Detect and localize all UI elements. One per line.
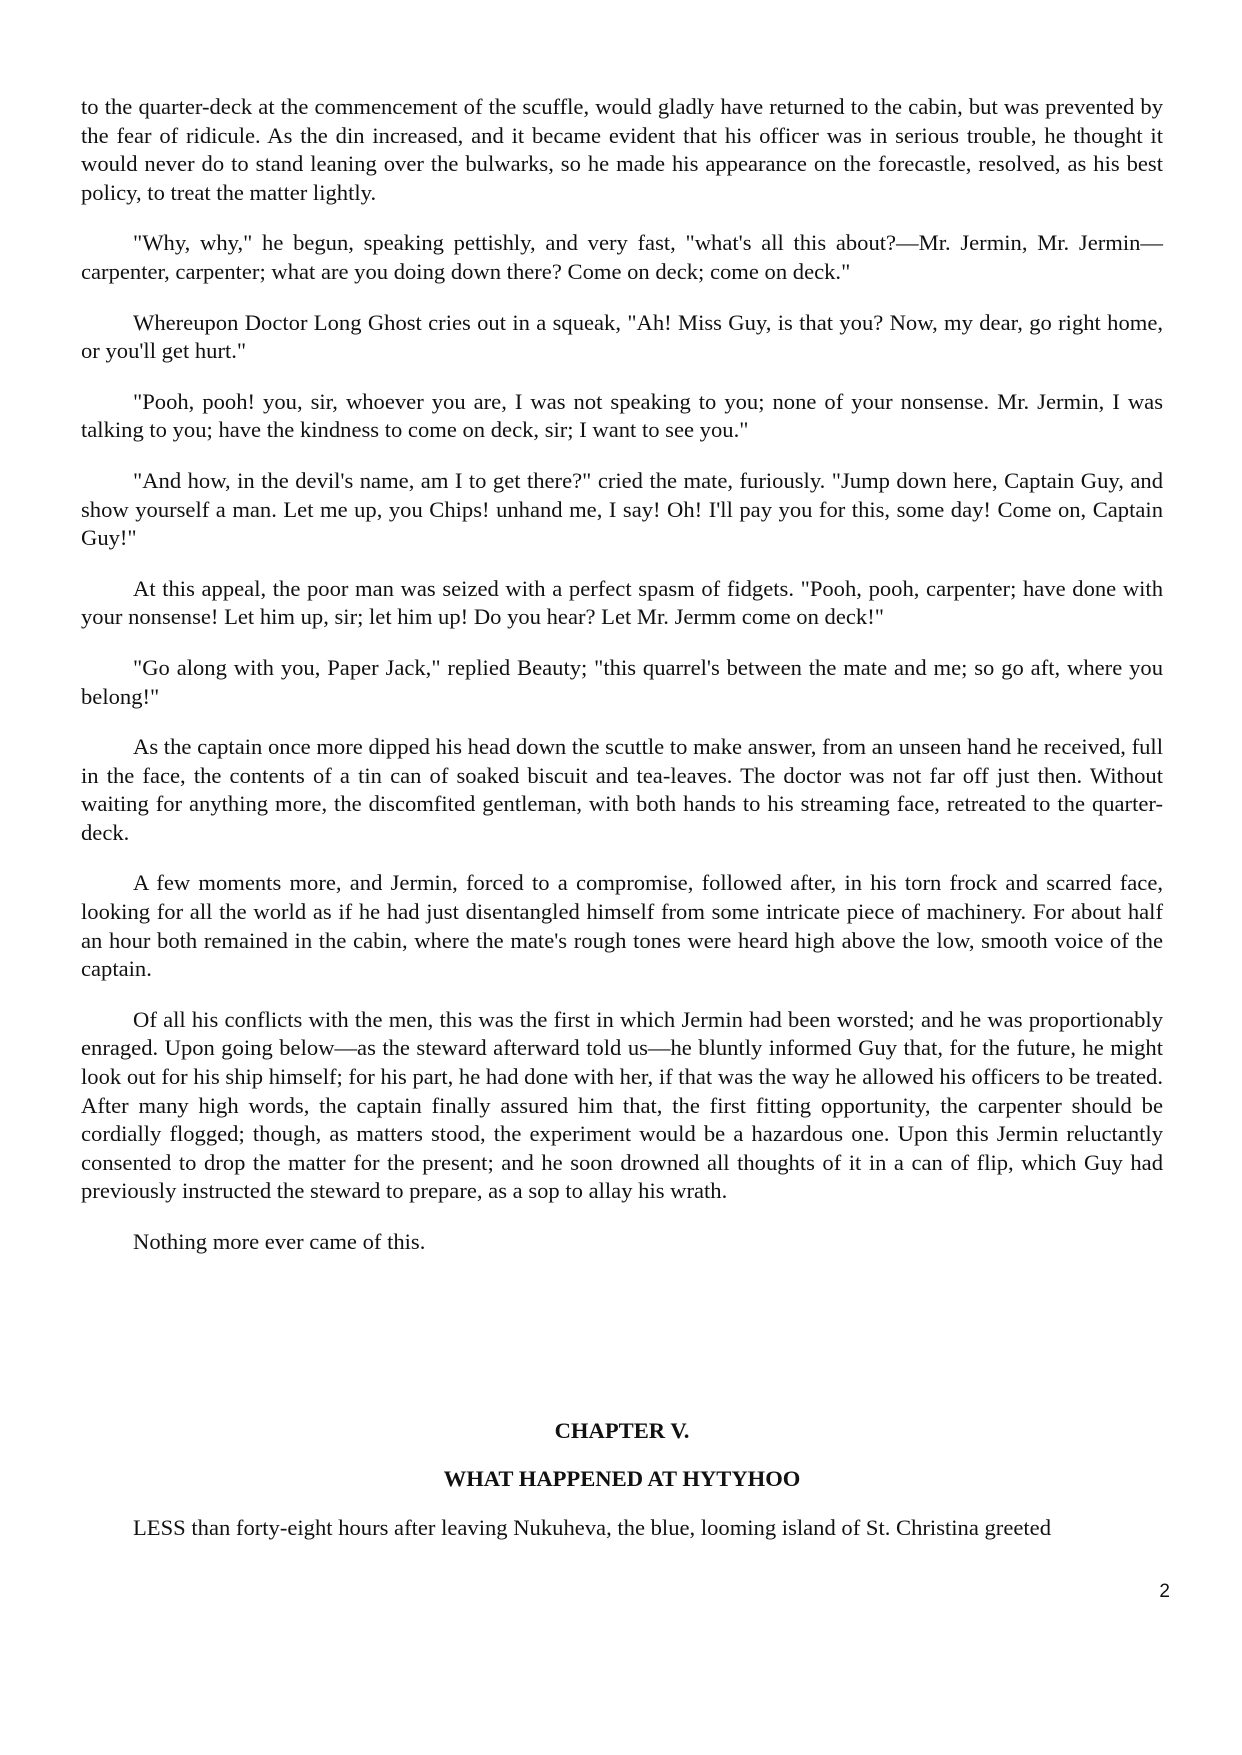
paragraph: to the quarter-deck at the commencement of the scuffle, would gladly have returned to the cabin, but was prevented by the fear of ridicule. As the din increased, and it became evident that his officer was in serious trouble, he thought it would never do to stand leaning over the bulwarks, so he made his appearance on the forecastle, resolved, as his best policy, to treat the matter lightly. <box>81 94 1163 205</box>
chapter-opening-paragraph: LESS than forty-eight hours after leaving Nukuheva, the blue, looming island of St. Christina greeted <box>133 1514 1051 1540</box>
paragraph: A few moments more, and Jermin, forced to a compromise, followed after, in his torn frock and scarred face, looking for all the world as if he had just disentangled himself from some intricate piece of machinery. For about half an hour both remained in the cabin, where the mate's rough tones were heard high above the low, smooth voice of the captain. <box>81 870 1163 982</box>
paragraph: "Go along with you, Paper Jack," replied Beauty; "this quarrel's between the mate and me; so go aft, where you belong!" <box>81 654 1163 709</box>
page-number: 2 <box>1159 1581 1170 1602</box>
paragraph: As the captain once more dipped his head down the scuttle to make answer, from an unseen hand he received, full in the face, the contents of a tin can of soaked biscuit and tea-leaves. The doctor was not far off just then. Without waiting for anything more, the discomfited gentleman, with both hands to his streaming face, retreated to the quarter-deck. <box>81 734 1163 845</box>
paragraph: "Why, why," he begun, speaking pettishly, and very fast, "what's all this about?—Mr. Jermin, Mr. Jermin—carpenter, carpenter; what are you doing down there? Come on deck; come on deck." <box>81 230 1163 284</box>
paragraph: "Pooh, pooh! you, sir, whoever you are, I was not speaking to you; none of your nonsense. Mr. Jermin, I was talking to you; have the kindness to come on deck, sir; I want to see you." <box>81 388 1163 443</box>
chapter-title: WHAT HAPPENED AT HYTYHOO <box>443 1466 801 1492</box>
section-spacer <box>81 1279 1163 1417</box>
paragraph: Of all his conflicts with the men, this was the first in which Jermin had been worsted; and he was proportionably enraged. Upon going below—as the steward afterward told us—he bluntly informed Guy that, for the future, he might look out for his ship himself; for his part, he had done with her, if that was the way he allowed his officers to be treated. After many high words, the captain finally assured him that, the first fitting opportunity, the carpenter should be cordially flogged; though, as matters stood, the experiment would be a hazardous one. Upon this Jermin reluctantly consented to drop the matter for the present; and he soon drowned all thoughts of it in a can of flip, which Guy had previously instructed the steward to prepare, as a sop to allay his wrath. <box>81 1006 1163 1204</box>
body-text <box>81 93 1163 1564</box>
chapter-number: CHAPTER V. <box>554 1417 690 1443</box>
paragraph: Nothing more ever came of this. <box>133 1229 426 1254</box>
paragraph: "And how, in the devil's name, am I to get there?" cried the mate, furiously. "Jump down here, Captain Guy, and show yourself a man. Let me up, you Chips! unhand me, I say! Oh! I'll pay you for this, some day! Come on, Captain Guy!" <box>81 467 1163 551</box>
paragraph: At this appeal, the poor man was seized with a perfect spasm of fidgets. "Pooh, pooh, carpenter; have done with your nonsense! Let him up, sir; let him up! Do you hear? Let Mr. Jermm come on deck!" <box>81 575 1163 630</box>
paragraph: Whereupon Doctor Long Ghost cries out in a squeak, "Ah! Miss Guy, is that you? Now, my dear, go right home, or you'll get hurt." <box>81 309 1163 364</box>
